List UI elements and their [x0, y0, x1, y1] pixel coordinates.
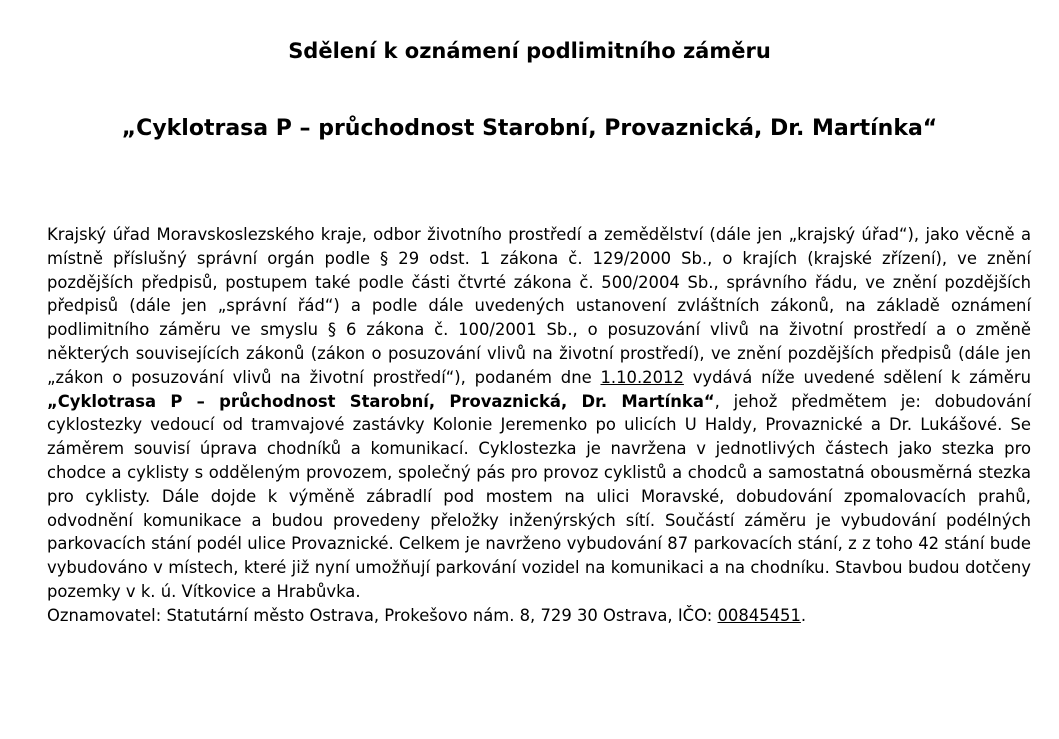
paragraph-part-1: Krajský úřad Moravskoslezského kraje, odbor životního prostředí a zemědělství (dále jen „krajský úřad“), jako věcně a místně příslušný správní orgán podle § 29 odst. 1 zákona č. 129/2000 Sb., o krajích (krajské zřízení), ve znění pozdějších předpisů, postupem také podle části čtvrté zákona č. 500/2004 Sb., správního řádu, ve znění pozdějších předpisů (dále jen „správní řád“) a podle dále uvedených ustanovení zvláštních zákonů, na základě oznámení podlimitního záměru ve smyslu § 6 zákona č. 100/2001 Sb., o posuzování vlivů na životní prostředí a o změně některých souvisejících zákonů (zákon o posuzování vlivů na životní prostředí), ve znění pozdějších předpisů (dále jen „zákon o posuzování vlivů na životní prostředí“), podaném dne: [47, 225, 1031, 387]
project-name: „Cyklotrasa P – průchodnost Starobní, Provaznická, Dr. Martínka“: [47, 391, 715, 411]
document-body: [47, 223, 1031, 628]
paragraph-part-2: vydává níže uvedené sdělení k záměru: [683, 367, 1031, 387]
submission-date: 1.10.2012: [600, 367, 684, 387]
notifier-ico: 00845451: [717, 605, 801, 625]
paragraph-part-3: , jehož předmětem je: dobudování cyklostezky vedoucí od tramvajové zastávky Kolonie Jeremenko po ulicích U Haldy, Provaznické a Dr. Lukášové. Se záměrem souvisí úprava chodníků a komunikací. Cyklostezka je navržena v jednotlivých částech jako stezka pro chodce a cyklisty s odděleným provozem, společný pás pro provoz cyklistů a chodců a samostatná obousměrná stezka pro cyklisty. Dále dojde k výměně zábradlí pod mostem na ulici Moravské, dobudování zpomalovacích prahů, odvodnění komunikace a budou provedeny přeložky inženýrských sítí. Součástí záměru je vybudování podélných parkovacích stání podél ulice Provaznické. Celkem je navrženo vybudování 87 parkovacích stání, z z toho 42 stání bude vybudováno v místech, které již nyní umožňují parkování vozidel na komunikaci a na chodníku. Stavbou budou dotčeny pozemky v k. ú. Vítkovice a Hrabůvka.: [47, 391, 1031, 601]
notifier-text: Oznamovatel: Statutární město Ostrava, Prokešovo nám. 8, 729 30 Ostrava, IČO:: [47, 605, 718, 625]
main-paragraph: [47, 223, 1031, 604]
project-title: „Cyklotrasa P – průchodnost Starobní, Provaznická, Dr. Martínka“: [121, 116, 938, 141]
notifier-end: .: [800, 605, 807, 625]
notifier-line: [47, 604, 1031, 628]
document-title: Sdělení k oznámení podlimitního záměru: [288, 39, 771, 63]
